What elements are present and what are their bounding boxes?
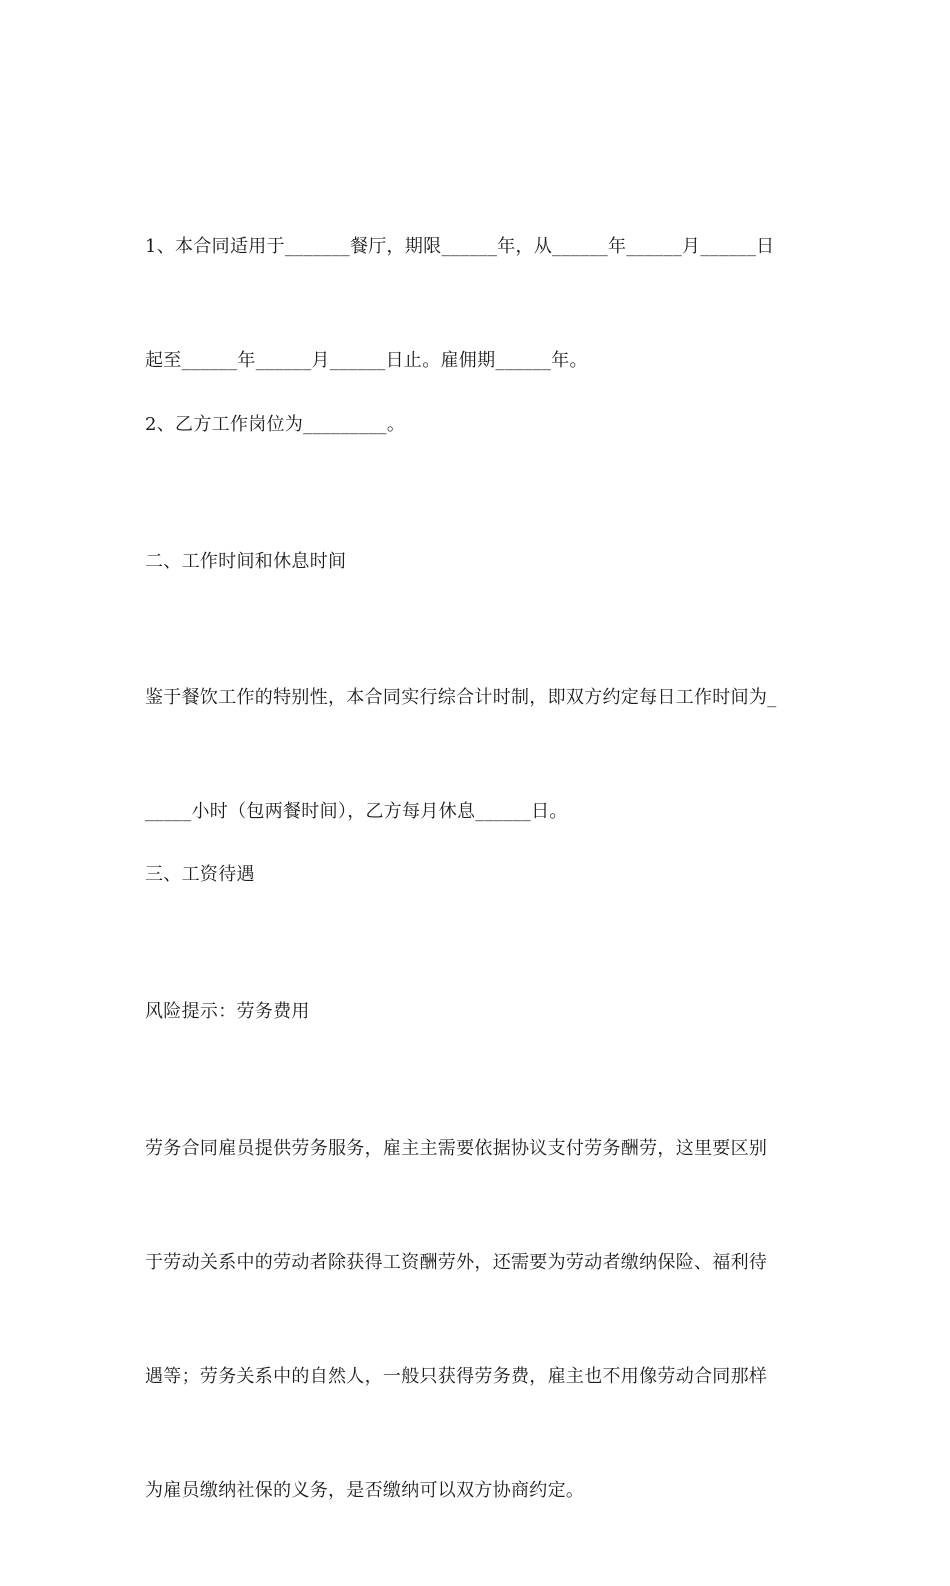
risk-body-paragraph — [145, 1054, 810, 1586]
working-hours-line-2: _____小时（包两餐时间），乙方每月休息______日。 — [145, 801, 568, 822]
risk-tip-text: 风险提示：劳务费用 — [145, 1001, 310, 1022]
section-3-heading-text: 三、工资待遇 — [145, 864, 255, 885]
risk-body-line-3: 遇等；劳务关系中的自然人，一般只获得劳务费，雇主也不用像劳动合同那样 — [145, 1366, 768, 1387]
risk-body-line-2: 于劳动关系中的劳动者除获得工资酬劳外，还需要为劳动者缴纳保险、福利待 — [145, 1252, 768, 1273]
risk-body-line-1: 劳务合同雇员提供劳务服务，雇主主需要依据协议支付劳务酬劳，这里要区别 — [145, 1138, 768, 1159]
clause-2-line: 2、乙方工作岗位为_________。 — [145, 414, 406, 435]
risk-body-line-4: 为雇员缴纳社保的义务，是否缴纳可以双方协商约定。 — [145, 1480, 585, 1501]
section-2-heading-text: 二、工作时间和休息时间 — [145, 551, 347, 572]
clause-1-line-2: 起至______年______月______日止。雇佣期______年。 — [145, 350, 588, 371]
working-hours-line-1: 鉴于餐饮工作的特别性，本合同实行综合计时制，即双方约定每日工作时间为_ — [145, 687, 777, 708]
clause-1-line-1: 1、本合同适用于_______餐厅，期限______年，从______年______月______日 — [145, 236, 775, 257]
